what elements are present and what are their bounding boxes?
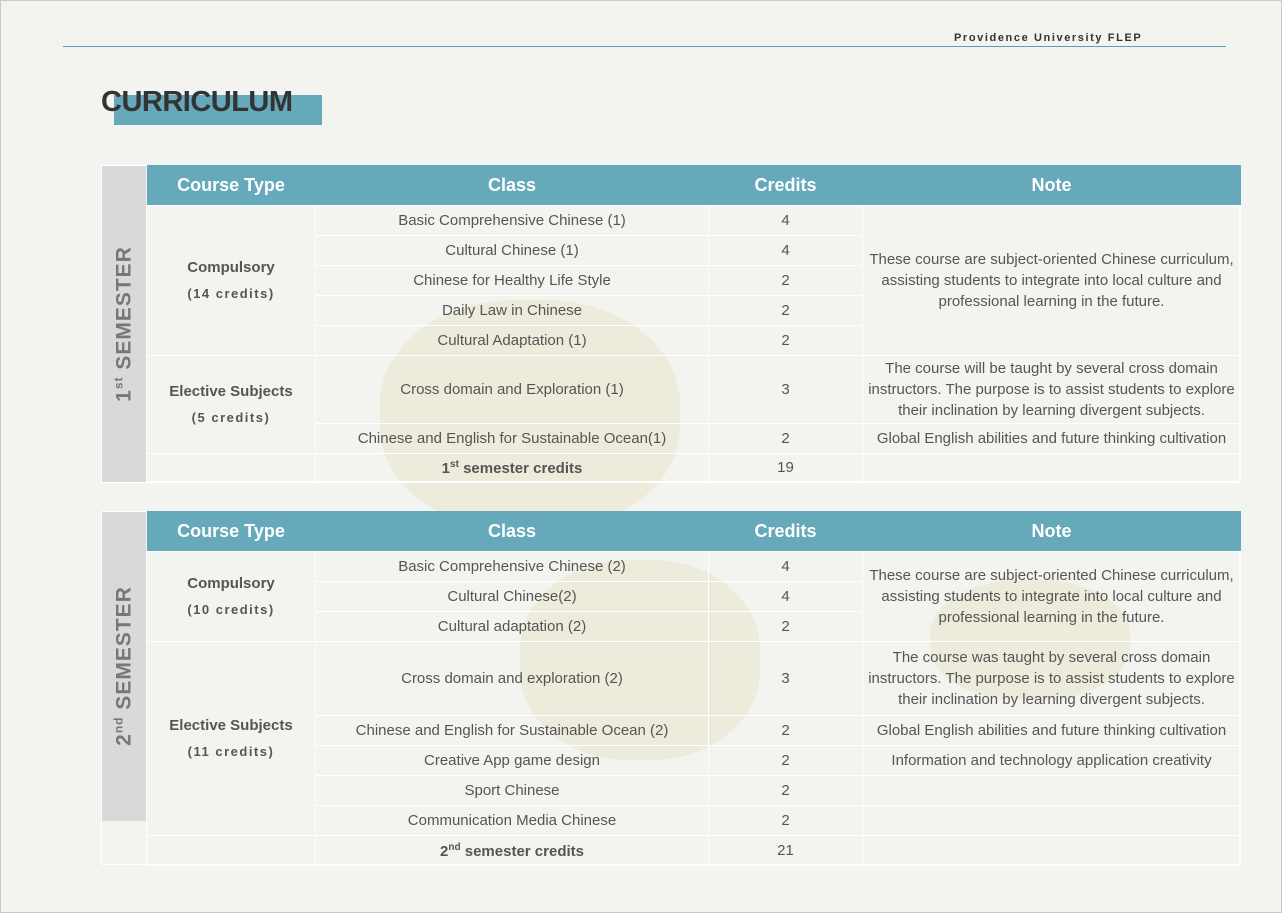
header-credits: Credits [709,165,863,206]
table-row [147,642,1241,716]
class-cell: Sport Chinese [316,776,709,806]
class-cell: Basic Comprehensive Chinese (2) [316,552,709,582]
credits-cell: 3 [709,356,863,424]
class-cell: Creative App game design [316,746,709,776]
class-cell: Cultural Adaptation (1) [316,326,709,356]
header-note: Note [863,165,1241,206]
class-cell: Cultural adaptation (2) [316,612,709,642]
header-course-type: Course Type [147,511,316,552]
note-cell: Global English abilities and future thinking cultivation [863,716,1241,746]
class-cell: Cultural Chinese(2) [316,582,709,612]
total-row [147,454,1241,482]
total-row [147,836,1241,866]
course-type-elective: Elective Subjects (5 credits) [147,356,316,454]
header-rule [63,46,1226,47]
course-type-elective: Elective Subjects (11 credits) [147,642,316,836]
semester-1-block [101,165,1240,483]
semester-2-block [101,511,1240,865]
credits-cell: 2 [709,424,863,454]
class-cell: Cross domain and exploration (2) [316,642,709,716]
header-class: Class [316,511,709,552]
credits-cell: 4 [709,236,863,266]
class-cell: Chinese for Healthy Life Style [316,266,709,296]
table-row [147,552,1241,582]
credits-cell: 2 [709,806,863,836]
credits-cell: 4 [709,552,863,582]
semester-2-label-text: 2nd SEMESTER [111,586,135,746]
course-type-compulsory: Compulsory (14 credits) [147,206,316,356]
credits-cell: 2 [709,612,863,642]
header-class: Class [316,165,709,206]
credits-cell: 2 [709,266,863,296]
table-row [147,356,1241,424]
page-title: CURRICULUM [101,86,293,118]
total-spacer [147,836,316,866]
class-cell: Cross domain and Exploration (1) [316,356,709,424]
note-cell: Information and technology application creativity [863,746,1241,776]
class-cell: Chinese and English for Sustainable Ocean(1) [316,424,709,454]
header-course-type: Course Type [147,165,316,206]
semester-1-table [146,165,1241,482]
credits-cell: 4 [709,206,863,236]
credits-cell: 2 [709,326,863,356]
total-credits: 21 [709,836,863,866]
note-cell: The course will be taught by several cross domain instructors. The purpose is to assist students to explore their inclination by learning divergent subjects. [863,356,1241,424]
class-cell: Cultural Chinese (1) [316,236,709,266]
credits-cell: 2 [709,746,863,776]
class-cell: Communication Media Chinese [316,806,709,836]
semester-2-table [146,511,1241,866]
class-cell: Chinese and English for Sustainable Ocean (2) [316,716,709,746]
class-cell: Daily Law in Chinese [316,296,709,326]
credits-cell: 2 [709,296,863,326]
total-spacer [147,454,316,482]
class-cell: Basic Comprehensive Chinese (1) [316,206,709,236]
table-row [147,206,1241,236]
note-cell: These course are subject-oriented Chinese curriculum, assisting students to integrate into local culture and professional learning in the future. [863,552,1241,642]
credits-cell: 3 [709,642,863,716]
header-credits: Credits [709,511,863,552]
total-label: 2nd semester credits [316,836,709,866]
total-label: 1st semester credits [316,454,709,482]
note-cell: Global English abilities and future thinking cultivation [863,424,1241,454]
total-note-spacer [863,454,1241,482]
note-cell [863,776,1241,806]
total-note-spacer [863,836,1241,866]
header-note: Note [863,511,1241,552]
credits-cell: 2 [709,776,863,806]
header-label: Providence University FLEP [954,32,1143,44]
total-credits: 19 [709,454,863,482]
note-cell [863,806,1241,836]
note-cell: These course are subject-oriented Chinese curriculum, assisting students to integrate into local culture and professional learning in the future. [863,206,1241,356]
semester-1-label-text: 1st SEMESTER [111,246,135,402]
credits-cell: 2 [709,716,863,746]
credits-cell: 4 [709,582,863,612]
note-cell: The course was taught by several cross domain instructors. The purpose is to assist students to explore their inclination by learning divergent subjects. [863,642,1241,716]
course-type-compulsory: Compulsory (10 credits) [147,552,316,642]
